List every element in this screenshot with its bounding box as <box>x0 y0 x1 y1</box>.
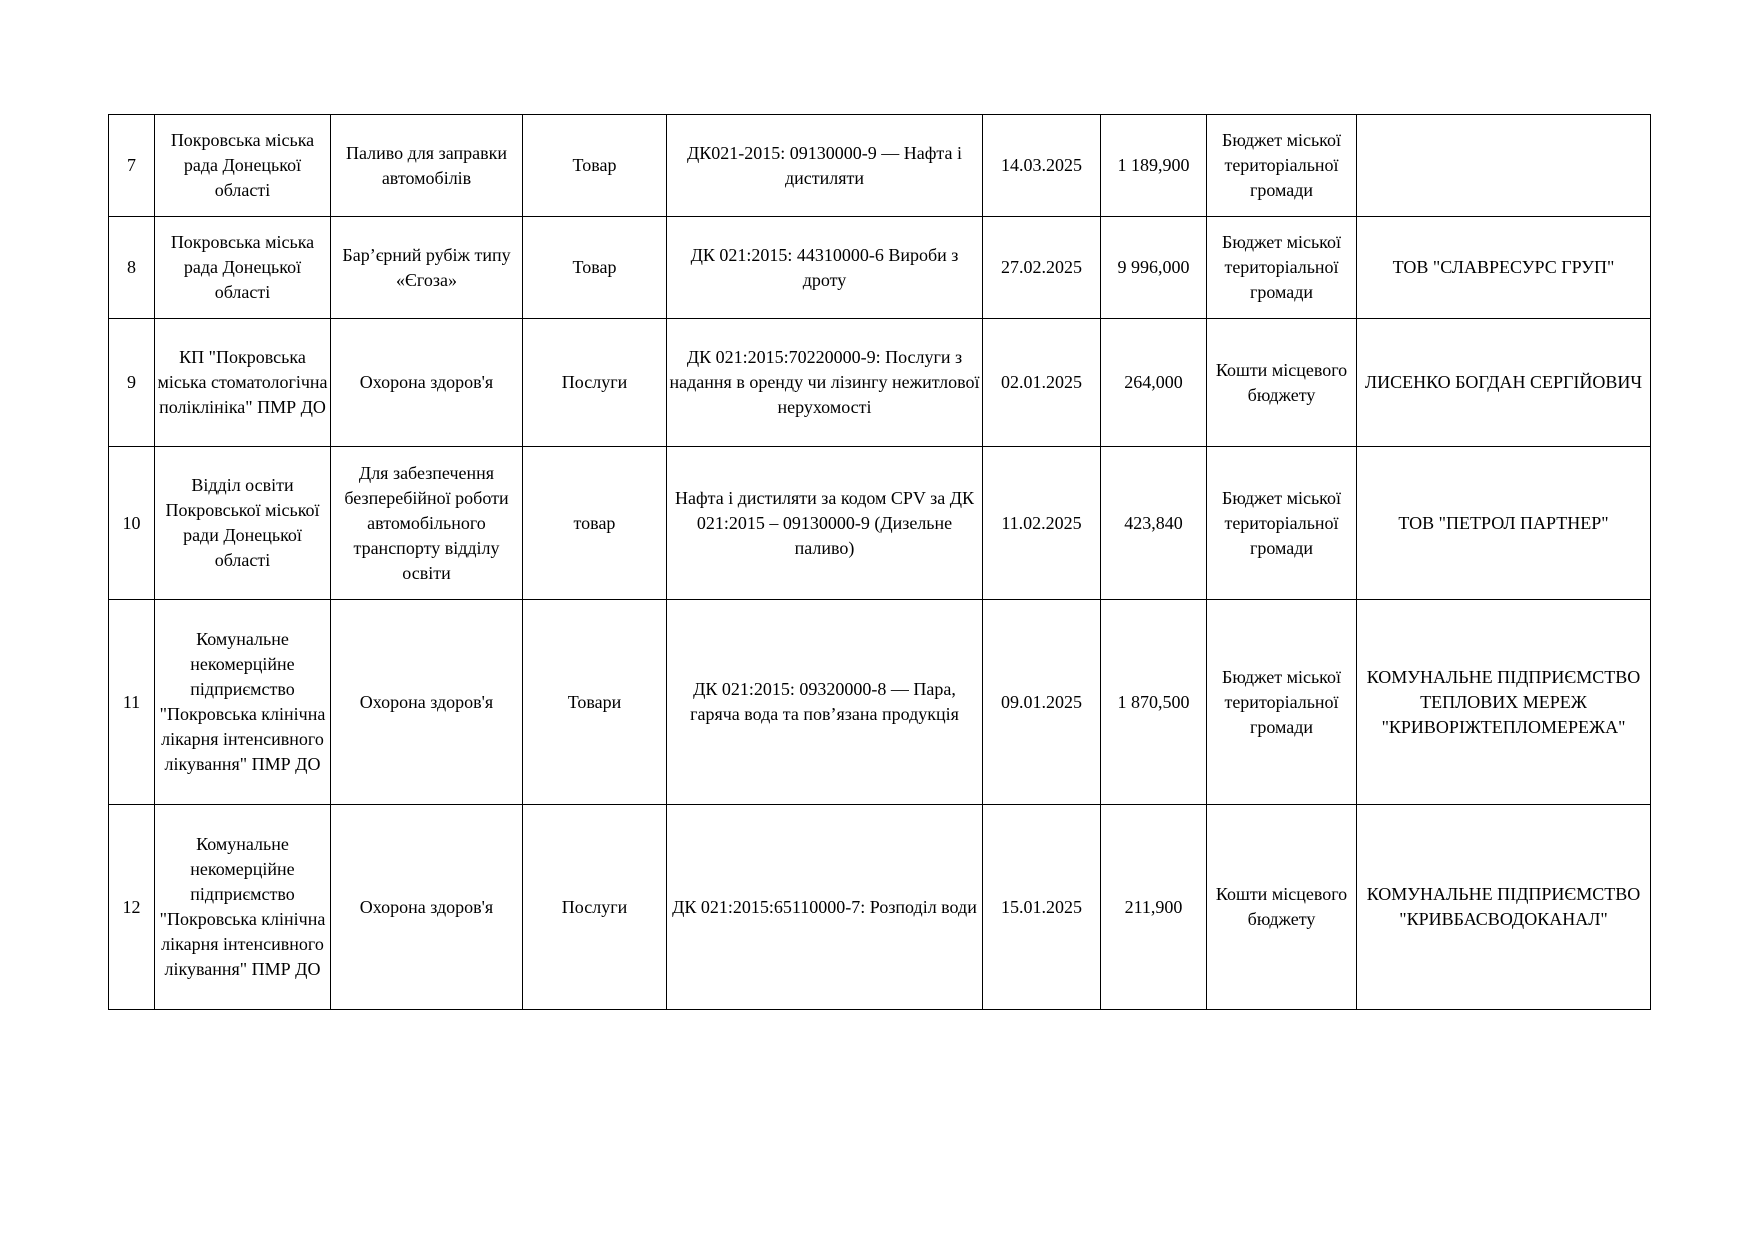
date-cell: 14.03.2025 <box>983 115 1101 217</box>
date-cell: 09.01.2025 <box>983 600 1101 805</box>
funding-cell: Бюджет міської територіальної громади <box>1207 115 1357 217</box>
date-cell: 11.02.2025 <box>983 447 1101 600</box>
customer-cell: Покровська міська рада Донецької області <box>155 217 331 319</box>
type-cell: Товар <box>523 115 667 217</box>
table-row <box>109 805 1651 1010</box>
winner-cell: ЛИСЕНКО БОГДАН СЕРГІЙОВИЧ <box>1357 319 1651 447</box>
winner-cell: КОМУНАЛЬНЕ ПІДПРИЄМСТВО ТЕПЛОВИХ МЕРЕЖ "КРИВОРІЖТЕПЛОМЕРЕЖА" <box>1357 600 1651 805</box>
table-row <box>109 447 1651 600</box>
funding-cell: Кошти місцевого бюджету <box>1207 319 1357 447</box>
row-number: 10 <box>109 447 155 600</box>
table-row <box>109 115 1651 217</box>
row-number: 12 <box>109 805 155 1010</box>
customer-cell: Покровська міська рада Донецької області <box>155 115 331 217</box>
winner-cell: КОМУНАЛЬНЕ ПІДПРИЄМСТВО "КРИВБАСВОДОКАНАЛ" <box>1357 805 1651 1010</box>
winner-cell: ТОВ "СЛАВРЕСУРС ГРУП" <box>1357 217 1651 319</box>
type-cell: товар <box>523 447 667 600</box>
code-cell: Нафта і дистиляти за кодом CPV за ДК 021:2015 – 09130000-9 (Дизельне паливо) <box>667 447 983 600</box>
subject-cell: Бар’єрний рубіж типу «Єгоза» <box>331 217 523 319</box>
type-cell: Товари <box>523 600 667 805</box>
code-cell: ДК 021:2015:70220000-9: Послуги з надання в оренду чи лізингу нежитлової нерухомості <box>667 319 983 447</box>
subject-cell: Охорона здоров'я <box>331 805 523 1010</box>
funding-cell: Бюджет міської територіальної громади <box>1207 447 1357 600</box>
subject-cell: Паливо для заправки автомобілів <box>331 115 523 217</box>
date-cell: 02.01.2025 <box>983 319 1101 447</box>
type-cell: Послуги <box>523 805 667 1010</box>
funding-cell: Бюджет міської територіальної громади <box>1207 217 1357 319</box>
row-number: 9 <box>109 319 155 447</box>
code-cell: ДК 021:2015: 44310000-6 Вироби з дроту <box>667 217 983 319</box>
code-cell: ДК 021:2015: 09320000-8 — Пара, гаряча вода та пов’язана продукція <box>667 600 983 805</box>
subject-cell: Охорона здоров'я <box>331 319 523 447</box>
funding-cell: Кошти місцевого бюджету <box>1207 805 1357 1010</box>
customer-cell: КП "Покровська міська стоматологічна поліклініка" ПМР ДО <box>155 319 331 447</box>
date-cell: 27.02.2025 <box>983 217 1101 319</box>
row-number: 11 <box>109 600 155 805</box>
procurement-table <box>108 114 1651 1010</box>
type-cell: Послуги <box>523 319 667 447</box>
winner-cell <box>1357 115 1651 217</box>
amount-cell: 1 870,500 <box>1101 600 1207 805</box>
amount-cell: 264,000 <box>1101 319 1207 447</box>
amount-cell: 423,840 <box>1101 447 1207 600</box>
winner-cell: ТОВ "ПЕТРОЛ ПАРТНЕР" <box>1357 447 1651 600</box>
code-cell: ДК 021:2015:65110000-7: Розподіл води <box>667 805 983 1010</box>
amount-cell: 211,900 <box>1101 805 1207 1010</box>
code-cell: ДК021-2015: 09130000-9 — Нафта і дистиляти <box>667 115 983 217</box>
customer-cell: Комунальне некомерційне підприємство "Покровська клінічна лікарня інтенсивного лікування" ПМР ДО <box>155 600 331 805</box>
subject-cell: Для забезпечення безперебійної роботи автомобільного транспорту відділу освіти <box>331 447 523 600</box>
date-cell: 15.01.2025 <box>983 805 1101 1010</box>
row-number: 8 <box>109 217 155 319</box>
customer-cell: Комунальне некомерційне підприємство "Покровська клінічна лікарня інтенсивного лікування" ПМР ДО <box>155 805 331 1010</box>
type-cell: Товар <box>523 217 667 319</box>
funding-cell: Бюджет міської територіальної громади <box>1207 600 1357 805</box>
customer-cell: Відділ освіти Покровської міської ради Донецької області <box>155 447 331 600</box>
subject-cell: Охорона здоров'я <box>331 600 523 805</box>
table-row <box>109 319 1651 447</box>
row-number: 7 <box>109 115 155 217</box>
table-row <box>109 217 1651 319</box>
amount-cell: 9 996,000 <box>1101 217 1207 319</box>
table-row <box>109 600 1651 805</box>
amount-cell: 1 189,900 <box>1101 115 1207 217</box>
